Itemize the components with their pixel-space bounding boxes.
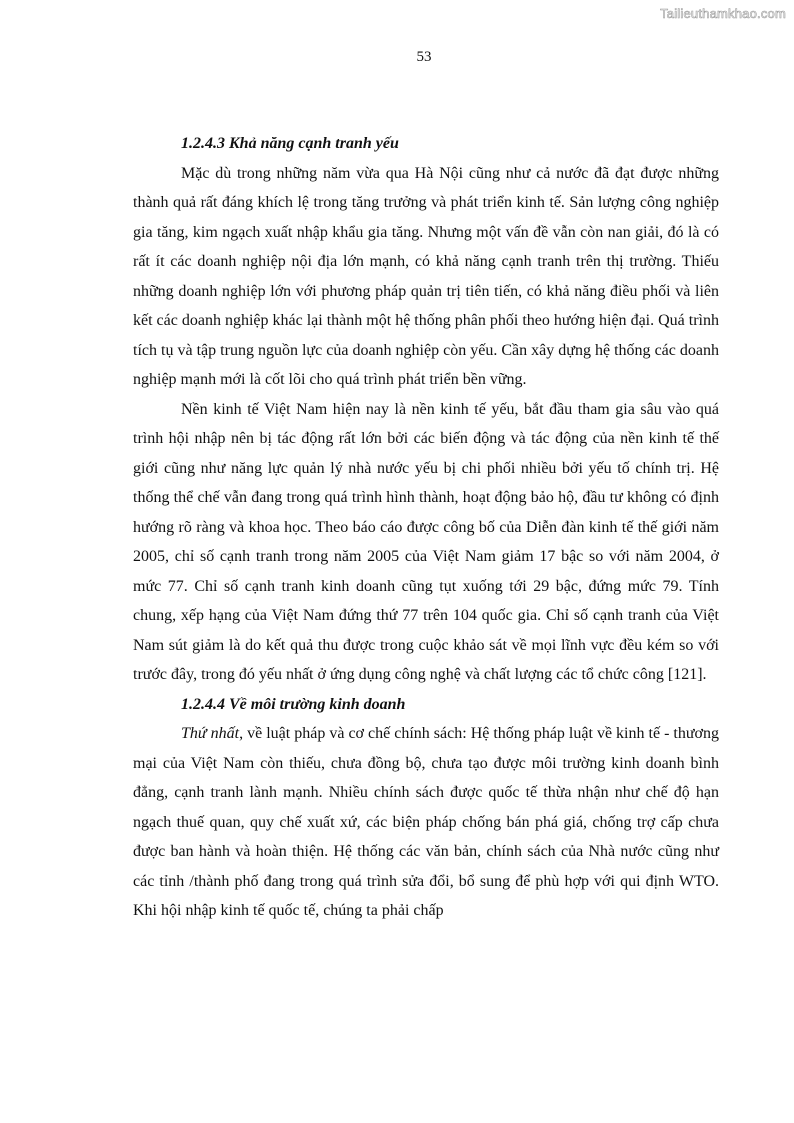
section-heading-1-2-4-4: 1.2.4.4 Về môi trường kinh doanh	[181, 695, 406, 713]
paragraph: Mặc dù trong những năm vừa qua Hà Nội cũng như cả nước đã đạt được những thành quả rất đáng khích lệ trong tăng trưởng và phát triển kinh tế. Sản lượng công nghiệp gia tăng, kim ngạch xuất nhập khẩu gia tăng. Nhưng một vấn đề vẫn còn nan giải, đó là có rất ít các doanh nghiệp nội địa lớn mạnh, có khả năng cạnh tranh trên thị trường. Thiếu những doanh nghiệp lớn với phương pháp quản trị tiên tiến, có khả năng điều phối và liên kết các doanh nghiệp khác lại thành một hệ thống phân phối theo hướng hiện đại. Quá trình tích tụ và tập trung nguồn lực của doanh nghiệp còn yếu. Cần xây dựng hệ thống các doanh nghiệp mạnh mới là cốt lõi cho quá trình phát triển bền vững.	[133, 164, 719, 388]
document-body	[133, 129, 719, 926]
watermark-text: Tailieuthamkhao.com	[660, 6, 786, 21]
section-heading-1-2-4-3: 1.2.4.3 Khả năng cạnh tranh yếu	[181, 135, 399, 152]
italic-lead-text: Thứ nhất	[181, 725, 240, 742]
page-number: 53	[416, 49, 432, 65]
paragraph-text: , về luật pháp và cơ chế chính sách: Hệ thống pháp luật về kinh tế - thương mại của Việt Nam còn thiếu, chưa đồng bộ, chưa tạo được môi trường kinh doanh bình đẳng, cạnh tranh lành mạnh. Nhiều chính sách được quốc tế thừa nhận như chế độ hạn ngạch thuế quan, quy chế xuất xứ, các biện pháp chống bán phá giá, chống trợ cấp chưa được ban hành và hoàn thiện. Hệ thống các văn bản, chính sách của Nhà nước cũng như các tỉnh /thành phố đang trong quá trình sửa đổi, bổ sung để phù hợp với qui định WTO. Khi hội nhập kinh tế quốc tế, chúng ta phải chấp	[133, 725, 719, 919]
paragraph: Nền kinh tế Việt Nam hiện nay là nền kinh tế yếu, bắt đầu tham gia sâu vào quá trình hội nhập nên bị tác động rất lớn bởi các biến động và tác động của nền kinh tế thế giới cũng như năng lực quản lý nhà nước yếu bị chi phối nhiều bởi yếu tố chính trị. Hệ thống thể chế vẫn đang trong quá trình hình thành, hoạt động bảo hộ, đầu tư không có định hướng rõ ràng và khoa học. Theo báo cáo được công bố của Diễn đàn kinh tế thế giới năm 2005, chỉ số cạnh tranh trong năm 2005 của Việt Nam giảm 17 bậc so với năm 2004, ở mức 77. Chỉ số cạnh tranh kinh doanh cũng tụt xuống tới 29 bậc, đứng mức 79. Tính chung, xếp hạng của Việt Nam đứng thứ 77 trên 104 quốc gia. Chỉ số cạnh tranh của Việt Nam sút giảm là do kết quả thu được trong cuộc khảo sát về mọi lĩnh vực đều kém so với trước đây, trong đó yếu nhất ở ứng dụng công nghệ và chất lượng các tổ chức công [121].	[133, 400, 719, 683]
paragraph	[133, 719, 719, 926]
